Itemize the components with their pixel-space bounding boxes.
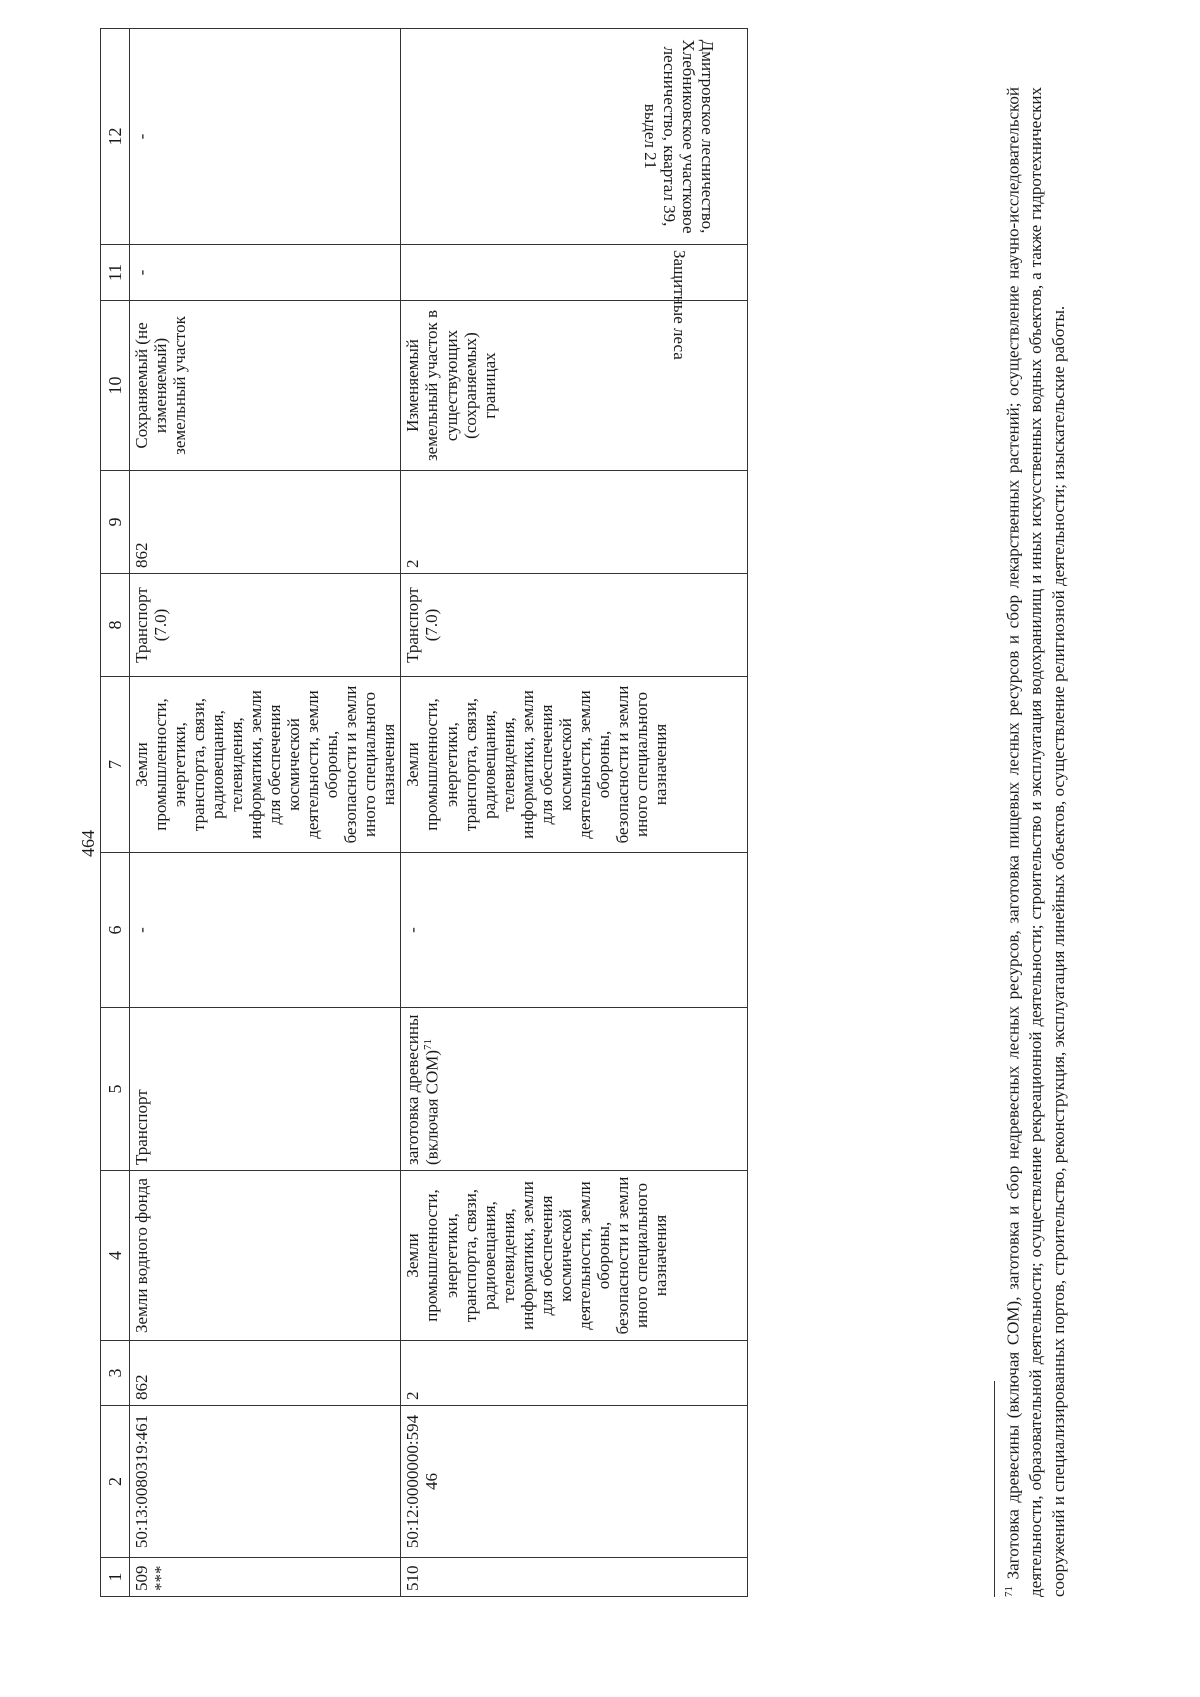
footnote-marker: 71 (1003, 1586, 1015, 1597)
table-row-510 (401, 29, 612, 1597)
row-number: 509 (132, 1565, 151, 1591)
column-number: 12 (101, 29, 130, 245)
column-11-value: - (130, 245, 401, 301)
row-number-cell (130, 1558, 401, 1597)
forest-type-cell (611, 245, 748, 360)
table-row-509 (130, 29, 401, 1597)
permitted-use-planned: Транспорт (7.0) (401, 574, 748, 677)
area-planned: 2 (401, 471, 748, 574)
column-number: 4 (101, 1171, 130, 1341)
column-number: 11 (101, 245, 130, 301)
column-number: 1 (101, 1558, 130, 1597)
area: 2 (401, 1341, 748, 1406)
forest-location-cell (611, 29, 748, 245)
land-plots-table (100, 28, 748, 1597)
footnote-text: Заготовка древесины (включая СОМ), заготовка и сбор недревесных лесных ресурсов, заготовка пищевых лесных ресурсов и сбор лекарственных растений; осуществление научно-исследовательской деятельности, образовательной деятельности; осуществление рекреационной деятельности; строительство и эксплуатация водохранилищ и иных искусственных водных объектов, а также гидротехнических сооружений и специализированных портов, строительство, реконструкция, эксплуатация линейных объектов, осуществление религиозной деятельности; изыскательские работы. (1003, 87, 1068, 1597)
forest-placeholder-cell (401, 29, 612, 245)
row-number: 510 (401, 1558, 748, 1597)
column-6-value: - (130, 853, 401, 1008)
plot-status: Изменяемый земельный участок в существующих (сохраняемых) границах (401, 301, 748, 471)
land-category-planned: Земли промышленности, энергетики, транспорта, связи, радиовещания, телевидения, информатики, земли для обеспечения космической деятельности, земли обороны, безопасности и земли иного специального назначения (130, 677, 401, 853)
footnote-ref: 71 (422, 1038, 435, 1050)
land-category-current: Земли промышленности, энергетики, транспорта, связи, радиовещания, телевидения, информатики, земли для обеспечения космической деятельности, земли обороны, безопасности и земли иного специального назначения (401, 1171, 748, 1341)
cadastral-number: 50:13:0080319:461 (130, 1406, 401, 1558)
forest-type: Защитные леса (669, 250, 689, 360)
column-12-value: - (130, 29, 401, 245)
land-category-current: Земли водного фонда (130, 1171, 401, 1341)
plot-status: Сохраняемый (не изменяемый) земельный участок (130, 301, 401, 471)
column-number-row (101, 29, 130, 1597)
column-6-value: - (401, 853, 748, 1008)
permitted-use-current-cell (401, 1008, 748, 1171)
permitted-use-current: Транспорт (130, 1008, 401, 1171)
column-number: 7 (101, 677, 130, 853)
column-number: 3 (101, 1341, 130, 1406)
column-number: 2 (101, 1406, 130, 1558)
land-category-planned: Земли промышленности, энергетики, транспорта, связи, радиовещания, телевидения, информатики, земли для обеспечения космической деятельности, земли обороны, безопасности и земли иного специального назначения (401, 677, 748, 853)
area-planned: 862 (130, 471, 401, 574)
area: 862 (130, 1341, 401, 1406)
cadastral-number: 50:12:0000000:59446 (401, 1406, 748, 1558)
column-number: 6 (101, 853, 130, 1008)
page-number: 464 (78, 830, 98, 857)
permitted-use-current: заготовка древесины (включая СОМ) (403, 1014, 443, 1165)
column-number: 5 (101, 1008, 130, 1171)
footnote-separator (994, 1381, 995, 1597)
row-mark: *** (151, 1565, 171, 1591)
column-number: 9 (101, 471, 130, 574)
column-number: 8 (101, 574, 130, 677)
forest-location: Дмитровское лесничество, Хлебниковское участковое лесничество, квартал 39, выдел 21 (641, 39, 718, 234)
permitted-use-planned: Транспорт (7.0) (130, 574, 401, 677)
column-number: 10 (101, 301, 130, 471)
forest-placeholder-cell (401, 245, 612, 301)
footnote (1002, 87, 1070, 1597)
